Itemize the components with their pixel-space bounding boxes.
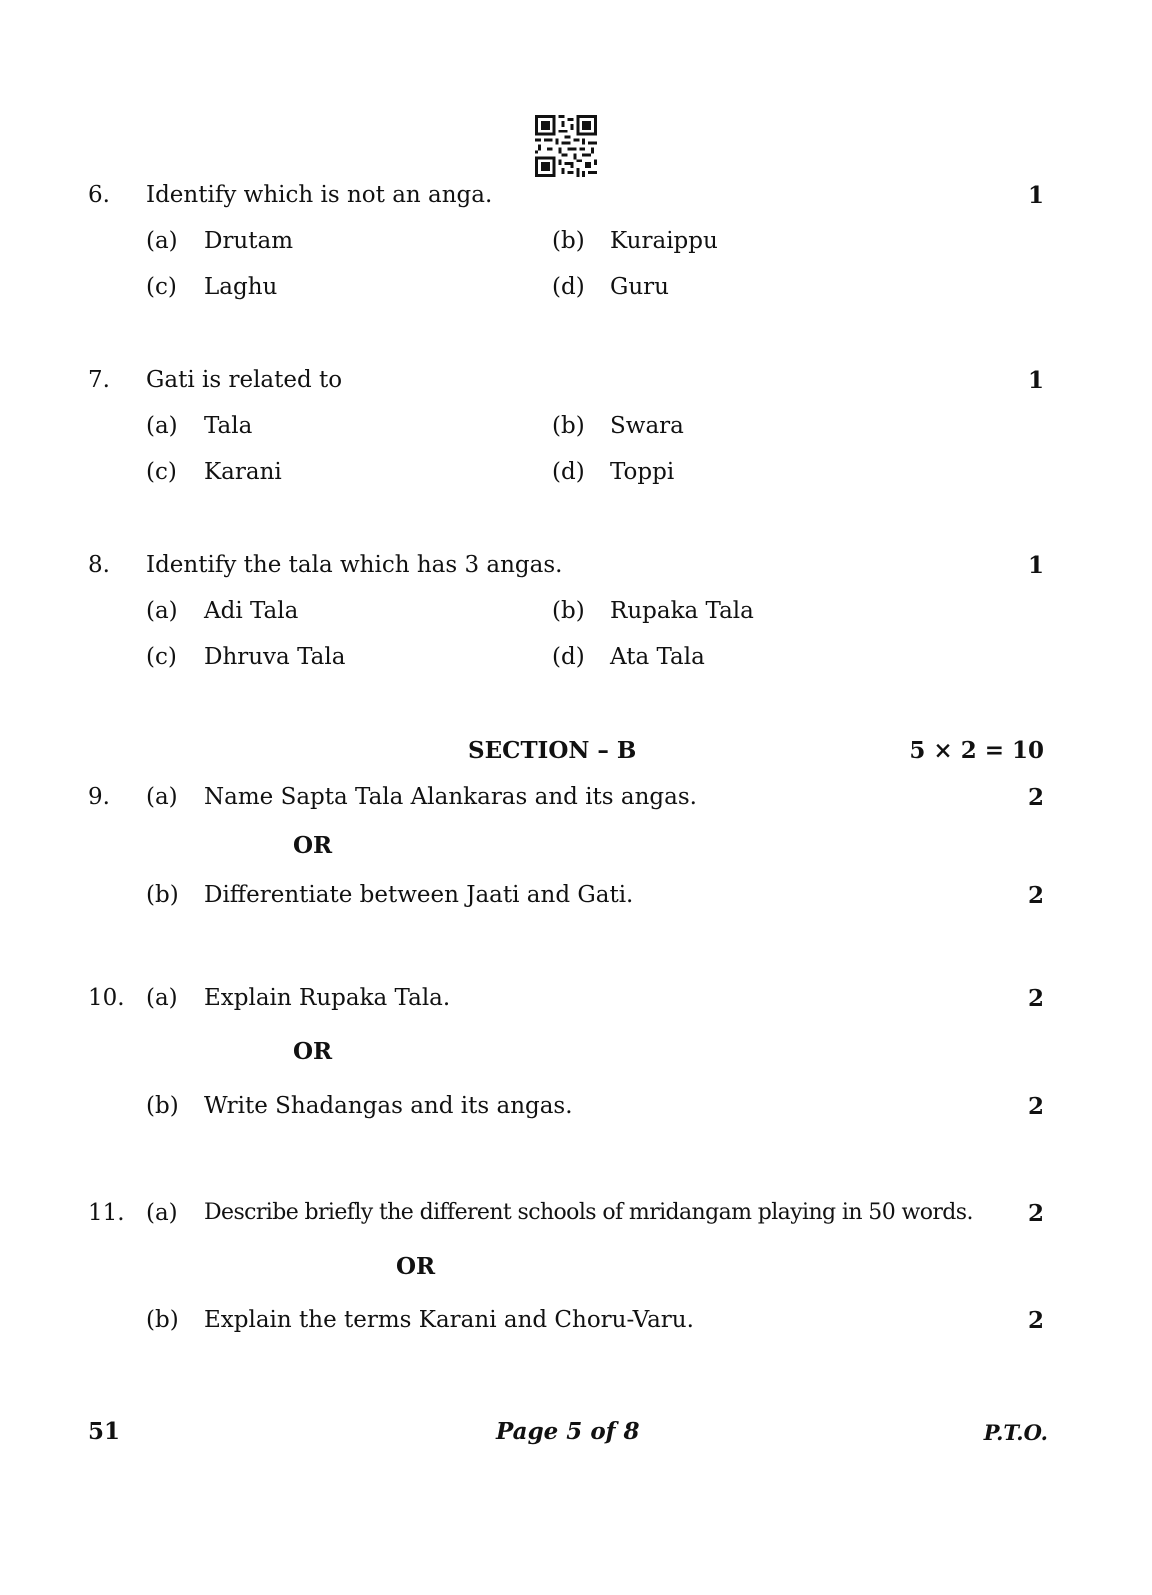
question-marks: 2 bbox=[1027, 882, 1044, 909]
sub-question-label: (a) bbox=[146, 784, 178, 810]
option-text: Guru bbox=[610, 274, 669, 300]
question-number: 7. bbox=[88, 367, 110, 393]
option-text: Karani bbox=[204, 459, 282, 485]
option-text: Swara bbox=[610, 413, 684, 439]
option-text: Rupaka Tala bbox=[610, 598, 754, 624]
option-text: Adi Tala bbox=[204, 598, 299, 624]
or-divider: OR bbox=[293, 832, 333, 859]
option-label: (d) bbox=[552, 459, 585, 485]
question-text: Identify which is not an anga. bbox=[146, 182, 493, 208]
option-label: (b) bbox=[552, 413, 585, 439]
question-marks: 2 bbox=[1027, 985, 1044, 1012]
question-number: 8. bbox=[88, 552, 110, 578]
option-label: (d) bbox=[552, 274, 585, 300]
question-number: 10. bbox=[88, 985, 125, 1011]
option-text: Dhruva Tala bbox=[204, 644, 346, 670]
option-label: (c) bbox=[146, 644, 177, 670]
option-text: Toppi bbox=[610, 459, 675, 485]
option-label: (c) bbox=[146, 274, 177, 300]
sub-question-label: (b) bbox=[146, 1093, 179, 1119]
option-text: Kuraippu bbox=[610, 228, 718, 254]
option-text: Ata Tala bbox=[610, 644, 705, 670]
sub-question-text: Differentiate between Jaati and Gati. bbox=[204, 882, 634, 908]
question-marks: 2 bbox=[1027, 1093, 1044, 1120]
sub-question-text: Explain Rupaka Tala. bbox=[204, 985, 451, 1011]
question-marks: 1 bbox=[1027, 367, 1044, 394]
option-text: Laghu bbox=[204, 274, 278, 300]
sub-question-text: Name Sapta Tala Alankaras and its angas. bbox=[204, 784, 697, 810]
sub-question-label: (b) bbox=[146, 882, 179, 908]
or-divider: OR bbox=[293, 1038, 333, 1065]
question-marks: 2 bbox=[1027, 1200, 1044, 1227]
sub-question-label: (a) bbox=[146, 1200, 178, 1226]
pto-label: P.T.O. bbox=[983, 1420, 1048, 1445]
paper-code: 51 bbox=[88, 1418, 121, 1445]
option-text: Drutam bbox=[204, 228, 294, 254]
page-number: Page 5 of 8 bbox=[496, 1418, 640, 1445]
question-number: 9. bbox=[88, 784, 110, 810]
option-label: (b) bbox=[552, 598, 585, 624]
option-label: (b) bbox=[552, 228, 585, 254]
option-label: (a) bbox=[146, 598, 178, 624]
option-label: (c) bbox=[146, 459, 177, 485]
or-divider: OR bbox=[396, 1253, 436, 1280]
option-text: Tala bbox=[204, 413, 253, 439]
sub-question-label: (b) bbox=[146, 1307, 179, 1333]
option-label: (a) bbox=[146, 413, 178, 439]
question-number: 11. bbox=[88, 1200, 125, 1226]
option-label: (a) bbox=[146, 228, 178, 254]
sub-question-text: Describe briefly the different schools of mridangam playing in 50 words. bbox=[204, 1200, 973, 1225]
section-title: SECTION – B bbox=[468, 737, 637, 764]
question-marks: 2 bbox=[1027, 1307, 1044, 1334]
sub-question-text: Explain the terms Karani and Choru-Varu. bbox=[204, 1307, 694, 1333]
sub-question-label: (a) bbox=[146, 985, 178, 1011]
question-marks: 1 bbox=[1027, 552, 1044, 579]
question-text: Gati is related to bbox=[146, 367, 343, 393]
question-marks: 1 bbox=[1027, 182, 1044, 209]
question-marks: 2 bbox=[1027, 784, 1044, 811]
qr-code-icon bbox=[535, 115, 597, 177]
option-label: (d) bbox=[552, 644, 585, 670]
question-number: 6. bbox=[88, 182, 110, 208]
question-text: Identify the tala which has 3 angas. bbox=[146, 552, 563, 578]
section-marks-scheme: 5 × 2 = 10 bbox=[909, 737, 1044, 764]
sub-question-text: Write Shadangas and its angas. bbox=[204, 1093, 573, 1119]
